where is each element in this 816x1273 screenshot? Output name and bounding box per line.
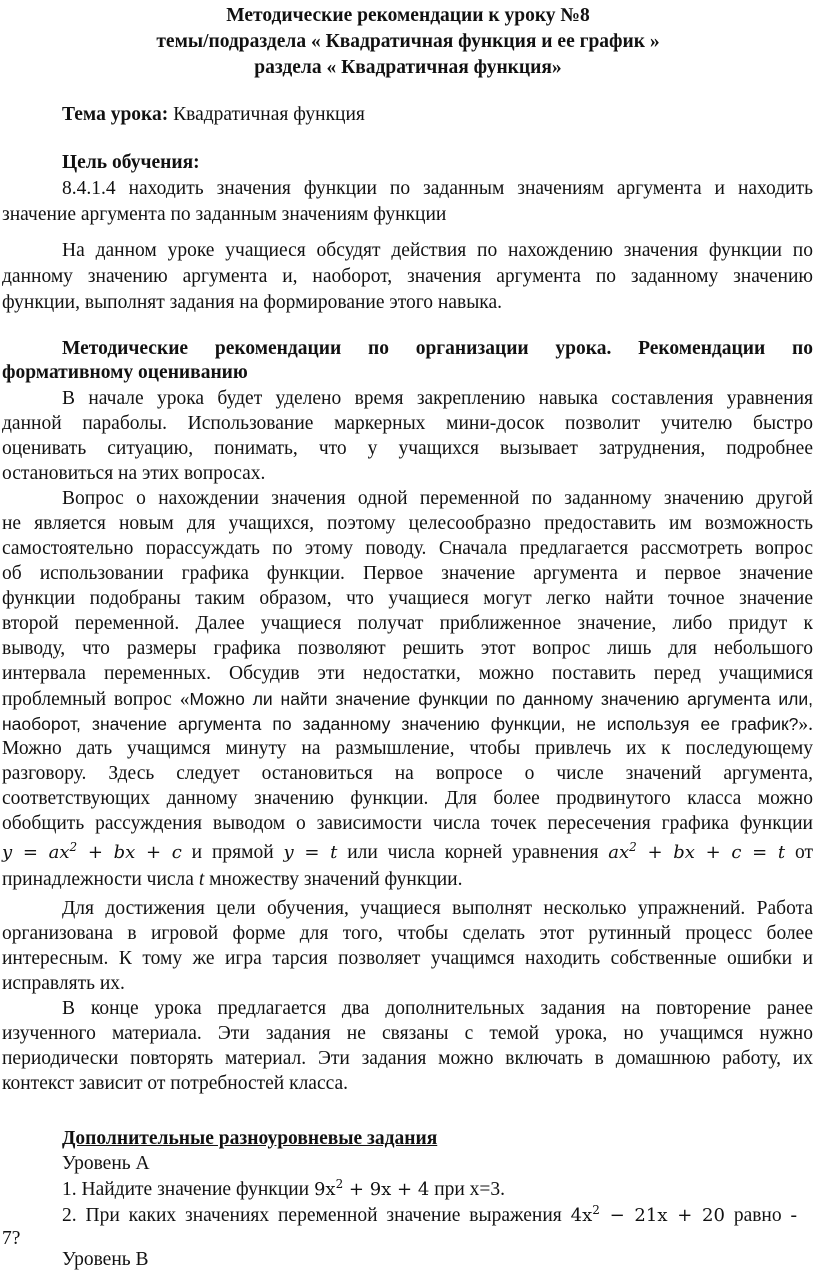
lesson-topic-label: Тема урока: [62, 104, 169, 125]
lesson-topic [62, 102, 816, 128]
methods-para2-line: не является новым для учащихся, поэтому целесообразно предоставить им возможность [2, 513, 813, 534]
goal-heading: Цель обучения: [62, 152, 200, 173]
methods-para3-line: исправлять их. [2, 973, 125, 994]
methods-para3-line: Для достижения цели обучения, учащиеся выполнят несколько упражнений. Работа [62, 898, 813, 919]
task-2-continuation: 7? [2, 1228, 21, 1249]
methods-para2-line: второй переменной. Далее учащиеся получат приближенное значение, либо придут к [2, 613, 813, 634]
methods-para4-line: контекст зависит от потребностей класса. [2, 1073, 349, 1094]
problem-question-line2: наоборот, значение аргумента по заданному значению функции, не используя ее график?». [2, 714, 813, 735]
methods-para3-line: интересным. К тому же игра тарсия позволяет учащимся находить собственные ошибки и [2, 948, 813, 969]
methods-para4-line: изученного материала. Эти задания не связаны с темой урока, но учащимся нужно [2, 1023, 813, 1044]
task-2-formula: $4x^2 - 21x + 20$ [570, 1203, 725, 1226]
task-1-formula: $9x^2 + 9x + 4$ [313, 1177, 430, 1200]
methods-para1-line: оценивать ситуацию, понимать, что у учащихся вызывает затруднения, подробнее [2, 438, 813, 459]
methods-para2-tail-line: разговору. Здесь следует остановиться на вопросе о числе значений аргумента, [2, 763, 813, 784]
methods-para2-tail-line: обобщить рассуждения выводом о зависимости числа точек пересечения графика функции [2, 813, 813, 834]
level-b-label: Уровень B [62, 1249, 149, 1270]
equation-formula: $ax^2$ + bx + c = t [608, 840, 786, 863]
task-1: 1. Найдите значение функции $9x^2 + 9x + 4$ при x=3. [62, 1177, 506, 1200]
task-2: 2. При каких значениях переменной значение выражения $4x^2 - 21x + 20$ равно - [62, 1203, 797, 1226]
formula-line: $y = ax^2$ + bx + c и прямой y = t или числа корней уравнения $ax^2$ + bx + c = t от [2, 840, 814, 863]
methods-para2-line: интервала переменных. Обсудив эти недостатки, можно поставить перед учащимися [2, 663, 813, 684]
methods-para2-tail-line: Можно дать учащимся минуту на размышление, чтобы привлечь их к последующему [2, 738, 813, 759]
quadratic-function-formula: $y = ax^2$ + bx + c [2, 840, 182, 863]
methods-para4-line: периодически повторять материал. Эти задания можно включать в домашнюю работу, их [2, 1048, 813, 1069]
line-formula: y = t [283, 842, 338, 863]
intro-line: данному значению аргумента и, наоборот, значения аргумента по заданному значению [2, 266, 813, 287]
goal-line2: значение аргумента по заданным значениям функции [2, 204, 447, 225]
methods-para2-tail-line: соответствующих данному значению функции. Для более продвинутого класса можно [2, 788, 813, 809]
methods-para1-line: остановиться на этих вопросах. [2, 463, 266, 484]
doc-title-line2: темы/подраздела « Квадратичная функция и ее график » [156, 31, 660, 52]
methods-para2-line: об использовании графика функции. Первое значение аргумента и первое значение [2, 563, 813, 584]
extra-tasks-heading: Дополнительные разноуровневые задания [62, 1128, 438, 1149]
methods-para1-line: данной параболы. Использование маркерных мини-досок позволит учителю быстро [2, 413, 813, 434]
methods-para1-line: В начале урока будет уделено время закреплению навыка составления уравнения [62, 388, 813, 409]
methods-para3-line: организована в игровой форме для того, чтобы сделать этот рутинный процесс более [2, 923, 813, 944]
doc-title-line1: Методические рекомендации к уроку №8 [226, 5, 590, 26]
doc-title-line3: раздела « Квадратичная функция» [254, 57, 562, 78]
methods-para2-line: Вопрос о нахождении значения одной переменной по заданному значению другой [62, 488, 813, 509]
methods-para4-line: В конце урока предлагается два дополнительных задания на повторение ранее [62, 998, 813, 1019]
formula-line-end: принадлежности числа t множеству значений функции. [2, 869, 463, 890]
intro-line: функции, выполнят задания на формирование этого навыка. [2, 292, 503, 313]
methods-heading-line2: формативному оцениванию [2, 362, 248, 383]
methods-para2-line: выводу, что размеры графика позволяют решить этот вопрос лишь для небольшого [2, 638, 813, 659]
methods-heading-line1: Методические рекомендации по организации урока. Рекомендации по [62, 338, 813, 359]
methods-para2-line: самостоятельно порассуждать по этому поводу. Сначала предлагается рассмотреть вопрос [2, 538, 813, 559]
methods-para2-line: функции подобраны таким образом, что учащиеся могут легко найти точное значение [2, 588, 813, 609]
lesson-topic-value: Квадратичная функция [168, 104, 365, 125]
level-a-label: Уровень A [62, 1153, 150, 1174]
goal-line1: 8.4.1.4 находить значения функции по заданным значениям аргумента и находить [62, 178, 813, 199]
intro-line: На данном уроке учащиеся обсудят действия по нахождению значения функции по [62, 240, 813, 261]
problem-question-line1: проблемный вопрос «Можно ли найти значение функции по данному значению аргумента или, [2, 689, 813, 710]
